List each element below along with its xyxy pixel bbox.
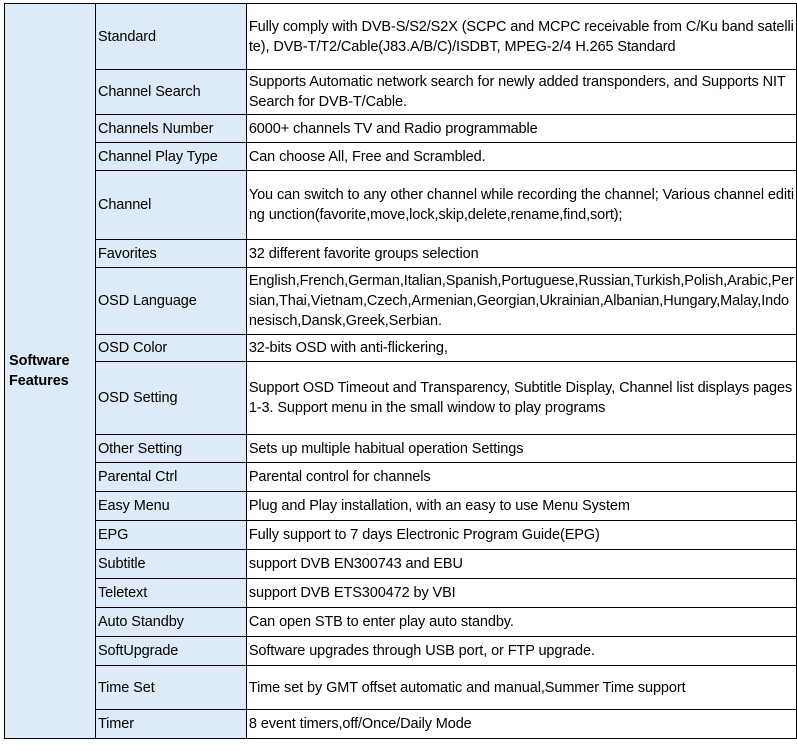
row-label: SoftUpgrade <box>95 637 246 666</box>
row-label: Channel <box>95 171 246 240</box>
table-row <box>5 492 797 521</box>
table-row <box>5 240 797 268</box>
row-description: support DVB EN300743 and EBU <box>246 550 796 579</box>
row-label: OSD Language <box>95 268 246 335</box>
row-description: Sets up multiple habitual operation Settings <box>246 435 796 463</box>
row-label: Auto Standby <box>95 608 246 637</box>
category-cell: Software Features <box>5 4 96 739</box>
row-description: Can choose All, Free and Scrambled. <box>246 143 796 171</box>
row-label: Standard <box>95 4 246 70</box>
row-description: Plug and Play installation, with an easy to use Menu System <box>246 492 796 521</box>
table-row <box>5 335 797 362</box>
row-description: Time set by GMT offset automatic and manual,Summer Time support <box>246 666 796 710</box>
table-row <box>5 666 797 710</box>
row-description: Can open STB to enter play auto standby. <box>246 608 796 637</box>
table-row <box>5 171 797 240</box>
row-description: Software upgrades through USB port, or FTP upgrade. <box>246 637 796 666</box>
row-label: EPG <box>95 521 246 550</box>
table-row <box>5 362 797 435</box>
row-label: OSD Setting <box>95 362 246 435</box>
table-row <box>5 70 797 115</box>
table-row <box>5 710 797 739</box>
row-label: Channels Number <box>95 115 246 143</box>
row-description: 8 event timers,off/Once/Daily Mode <box>246 710 796 739</box>
row-label: Channel Play Type <box>95 143 246 171</box>
row-description: Supports Automatic network search for newly added transponders, and Supports NIT Search for DVB-T/Cable. <box>246 70 796 115</box>
table-row <box>5 521 797 550</box>
row-description: 32 different favorite groups selection <box>246 240 796 268</box>
table-row <box>5 550 797 579</box>
table-row <box>5 637 797 666</box>
row-description: English,French,German,Italian,Spanish,Portuguese,Russian,Turkish,Polish,Arabic,Persian,Thai,Vietnam,Czech,Armenian,Georgian,Ukrainian,Albanian,Hungary,Malay,Indonesisch,Dansk,Greek,Serbian. <box>246 268 796 335</box>
row-description: Fully support to 7 days Electronic Program Guide(EPG) <box>246 521 796 550</box>
row-description: 6000+ channels TV and Radio programmable <box>246 115 796 143</box>
table-row <box>5 268 797 335</box>
row-label: Easy Menu <box>95 492 246 521</box>
row-label: Teletext <box>95 579 246 608</box>
table-row <box>5 463 797 492</box>
row-label: Other Setting <box>95 435 246 463</box>
row-label: Parental Ctrl <box>95 463 246 492</box>
row-description: Support OSD Timeout and Transparency, Subtitle Display, Channel list displays pages 1-3. Support menu in the small window to play programs <box>246 362 796 435</box>
table-row <box>5 579 797 608</box>
table-row <box>5 143 797 171</box>
row-description: 32-bits OSD with anti-flickering, <box>246 335 796 362</box>
row-description: You can switch to any other channel while recording the channel; Various channel editing unction(favorite,move,lock,skip,delete,rename,find,sort); <box>246 171 796 240</box>
row-label: OSD Color <box>95 335 246 362</box>
row-description: support DVB ETS300472 by VBI <box>246 579 796 608</box>
row-label: Channel Search <box>95 70 246 115</box>
row-label: Timer <box>95 710 246 739</box>
row-label: Time Set <box>95 666 246 710</box>
table-row <box>5 4 797 70</box>
table-row <box>5 608 797 637</box>
row-description: Parental control for channels <box>246 463 796 492</box>
row-label: Subtitle <box>95 550 246 579</box>
table-row <box>5 435 797 463</box>
software-features-table <box>4 3 797 739</box>
table-row <box>5 115 797 143</box>
row-label: Favorites <box>95 240 246 268</box>
row-description: Fully comply with DVB-S/S2/S2X (SCPC and MCPC receivable from C/Ku band satellite), DVB-T/T2/Cable(J83.A/B/C)/ISDBT, MPEG-2/4 H.265 Standard <box>246 4 796 70</box>
